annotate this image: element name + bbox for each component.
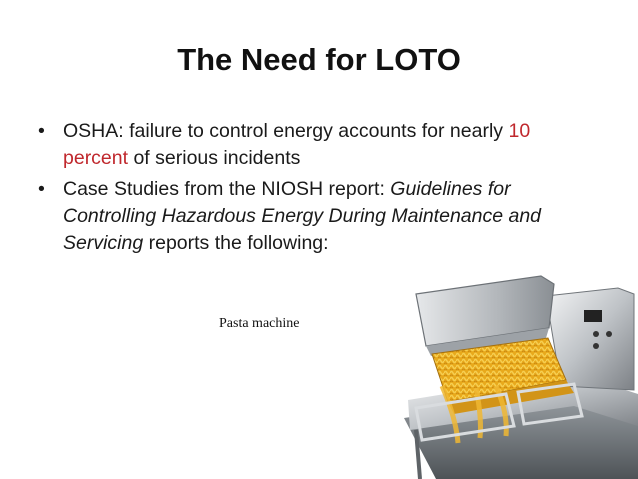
bullet-text-end: reports the following: <box>143 232 329 254</box>
bullet-text: Case Studies from the NIOSH report: <box>63 178 391 200</box>
report-title: Guidelines for Controlling Hazardous Energy During Maintenance and Servicing <box>63 178 542 254</box>
bullet-text-end: of serious incidents <box>128 147 301 169</box>
bullet-item-niosh <box>38 176 598 257</box>
highlight-percent: 10 percent <box>63 120 531 169</box>
image-caption: Pasta machine <box>219 316 300 331</box>
pasta-machine-illustration <box>396 268 638 479</box>
bullet-text: OSHA: failure to control energy accounts for nearly <box>63 120 509 142</box>
bullet-dot-icon: • <box>38 178 45 200</box>
bullet-dot-icon: • <box>38 120 45 142</box>
bullet-item-osha <box>38 118 598 172</box>
slide-title: The Need for LOTO <box>177 42 461 77</box>
bullet-list <box>38 118 598 261</box>
